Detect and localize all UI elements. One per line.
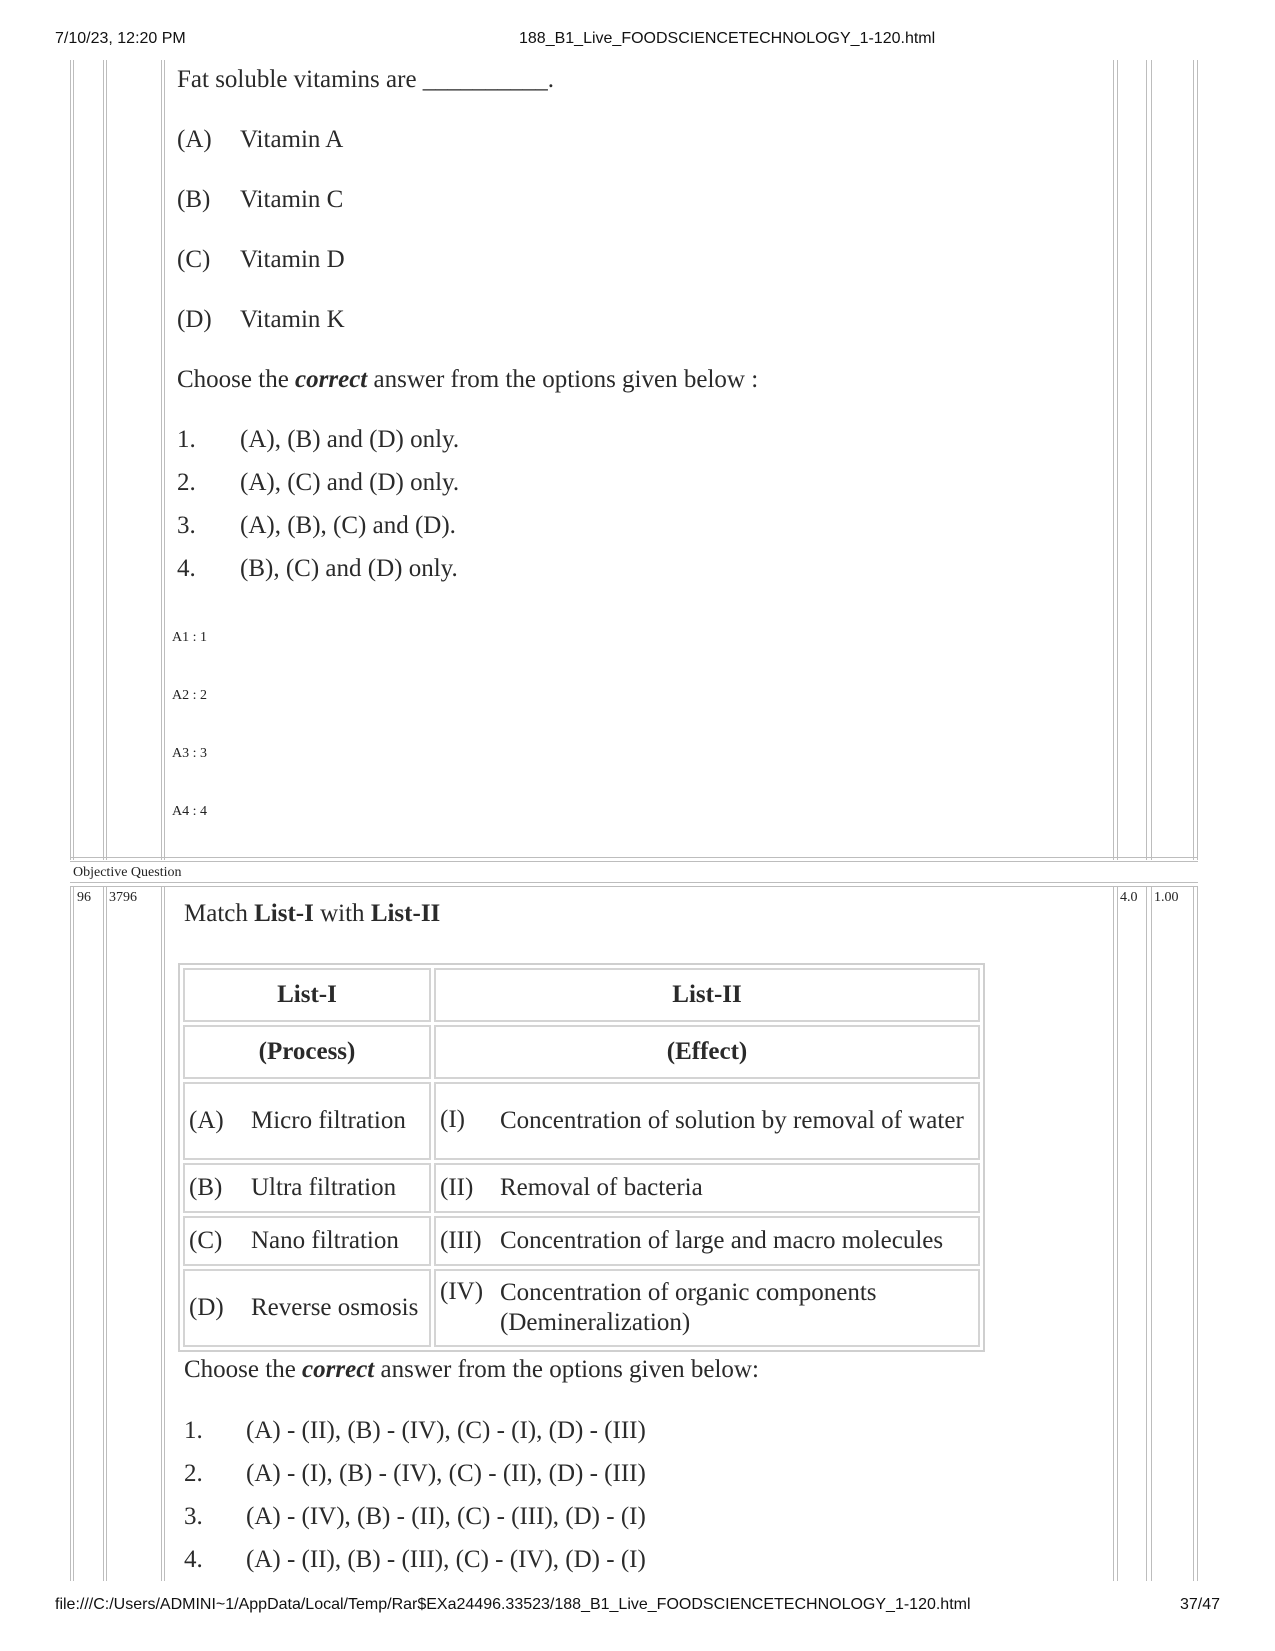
instruction [184, 1356, 759, 1384]
item-label: (B) [177, 186, 211, 213]
item-text: Vitamin D [240, 246, 345, 273]
list2-cell [434, 1082, 980, 1160]
instruction-emphasis: correct [295, 366, 368, 393]
list1-tag: (D) [189, 1294, 224, 1321]
list1-cell [183, 1269, 431, 1347]
list2-cell [434, 1269, 980, 1347]
grid-line [1151, 886, 1152, 1581]
list1-cell [183, 1163, 431, 1213]
list2-cell [434, 1216, 980, 1266]
grid-line [164, 60, 165, 860]
item-label: (A) [177, 126, 212, 153]
grid-line [106, 886, 107, 1581]
marks: 4.0 [1120, 890, 1138, 905]
grid-line [164, 886, 165, 1581]
table-row [183, 1082, 980, 1160]
header-effect: (Effect) [434, 1025, 980, 1079]
grid-line [103, 886, 104, 1581]
answer-key: A3 : 3 [172, 746, 207, 761]
grid-line [161, 60, 162, 860]
item-text: Vitamin A [240, 126, 344, 153]
answer-key: A1 : 1 [172, 630, 207, 645]
grid-line [1197, 60, 1198, 860]
grid-line [1117, 886, 1118, 1581]
list2-cell [434, 1163, 980, 1213]
grid-line [1151, 60, 1152, 860]
question-id: 3796 [109, 890, 137, 905]
table-subheader-row [183, 1025, 980, 1079]
instruction-emphasis: correct [302, 1356, 375, 1383]
grid-line [103, 60, 104, 860]
header-list2: List-II [434, 968, 980, 1022]
grid-line [1146, 60, 1147, 860]
table-row [183, 1216, 980, 1266]
option-text: (A) - (II), (B) - (III), (C) - (IV), (D) - (I) [246, 1546, 646, 1573]
grid-line [1146, 886, 1147, 1581]
grid-line [1117, 60, 1118, 860]
grid-line [73, 60, 74, 860]
list2-tag: (II) [440, 1174, 474, 1201]
print-doc-title: 188_B1_Live_FOODSCIENCETECHNOLOGY_1-120.html [519, 30, 936, 47]
option-number: 4. [184, 1546, 203, 1573]
header-list1: List-I [183, 968, 431, 1022]
negative-marks: 1.00 [1154, 890, 1179, 905]
option-text: (B), (C) and (D) only. [240, 555, 458, 582]
option-text: (A) - (IV), (B) - (II), (C) - (III), (D) - (I) [246, 1503, 646, 1530]
answer-key: A2 : 2 [172, 688, 207, 703]
list1-text: Micro filtration [251, 1107, 406, 1134]
list2-text: Concentration of organic components (Demineralization) [500, 1279, 877, 1336]
item-text: Vitamin C [240, 186, 344, 213]
list2-tag: (III) [440, 1227, 482, 1254]
instruction [177, 366, 758, 394]
instruction-suffix: answer from the options given below : [367, 366, 759, 393]
option-number: 1. [177, 426, 196, 453]
list1-text: Ultra filtration [251, 1174, 397, 1201]
instruction-prefix: Choose the [184, 1356, 303, 1383]
question-stem: Fat soluble vitamins are __________. [177, 66, 555, 93]
grid-line [70, 857, 1198, 858]
list1-cell [183, 1216, 431, 1266]
list1-tag: (C) [189, 1227, 223, 1254]
grid-line [1113, 60, 1114, 860]
list2-text: Removal of bacteria [500, 1174, 703, 1201]
question-type-label: Objective Question [73, 865, 182, 880]
grid-line [1197, 886, 1198, 1581]
title-list1: List-I [254, 900, 314, 927]
table-header-row [183, 968, 980, 1022]
question-title [184, 900, 440, 928]
answer-key: A4 : 4 [172, 804, 207, 819]
option-text: (A), (B), (C) and (D). [240, 512, 456, 539]
title-mid: with [313, 900, 371, 927]
grid-line [70, 882, 1198, 883]
grid-line [70, 861, 1198, 862]
list2-text: Concentration of solution by removal of water [500, 1107, 964, 1134]
option-text: (A) - (II), (B) - (IV), (C) - (I), (D) - (III) [246, 1417, 646, 1444]
table-row [183, 1269, 980, 1347]
match-table [178, 963, 985, 1352]
grid-line [1193, 60, 1194, 860]
list2-tag: (IV) [440, 1278, 484, 1305]
option-text: (A), (C) and (D) only. [240, 469, 460, 496]
option-text: (A) - (I), (B) - (IV), (C) - (II), (D) - (III) [246, 1460, 646, 1487]
option-number: 2. [177, 469, 196, 496]
title-list2: List-II [370, 900, 441, 927]
title-prefix: Match [184, 900, 255, 927]
list1-text: Nano filtration [251, 1227, 399, 1254]
serial-number: 96 [77, 890, 91, 905]
table-row [183, 1163, 980, 1213]
item-text: Vitamin K [240, 306, 345, 333]
list2-tag: (I) [440, 1106, 465, 1133]
header-process: (Process) [183, 1025, 431, 1079]
grid-line [106, 60, 107, 860]
option-text: (A), (B) and (D) only. [240, 426, 460, 453]
instruction-suffix: answer from the options given below: [374, 1356, 759, 1383]
print-footer-path: file:///C:/Users/ADMINI~1/AppData/Local/Temp/Rar$EXa24496.33523/188_B1_Live_FOODSCIENCETECHNOLOGY_1-120.html [55, 1596, 971, 1613]
list1-cell [183, 1082, 431, 1160]
item-label: (C) [177, 246, 211, 273]
grid-line [70, 886, 1198, 887]
grid-line [73, 886, 74, 1581]
grid-line [1113, 886, 1114, 1581]
list1-tag: (B) [189, 1174, 223, 1201]
item-label: (D) [177, 306, 212, 333]
grid-line [1193, 886, 1194, 1581]
option-number: 3. [177, 512, 196, 539]
option-number: 3. [184, 1503, 203, 1530]
list1-text: Reverse osmosis [251, 1294, 419, 1321]
instruction-prefix: Choose the [177, 366, 296, 393]
option-number: 2. [184, 1460, 203, 1487]
grid-line [70, 60, 71, 860]
print-page-number: 37/47 [1180, 1596, 1221, 1613]
option-number: 1. [184, 1417, 203, 1444]
print-datetime: 7/10/23, 12:20 PM [55, 30, 186, 47]
option-number: 4. [177, 555, 196, 582]
grid-line [70, 886, 71, 1581]
list1-tag: (A) [189, 1107, 224, 1134]
grid-line [161, 886, 162, 1581]
list2-text: Concentration of large and macro molecules [500, 1227, 944, 1254]
